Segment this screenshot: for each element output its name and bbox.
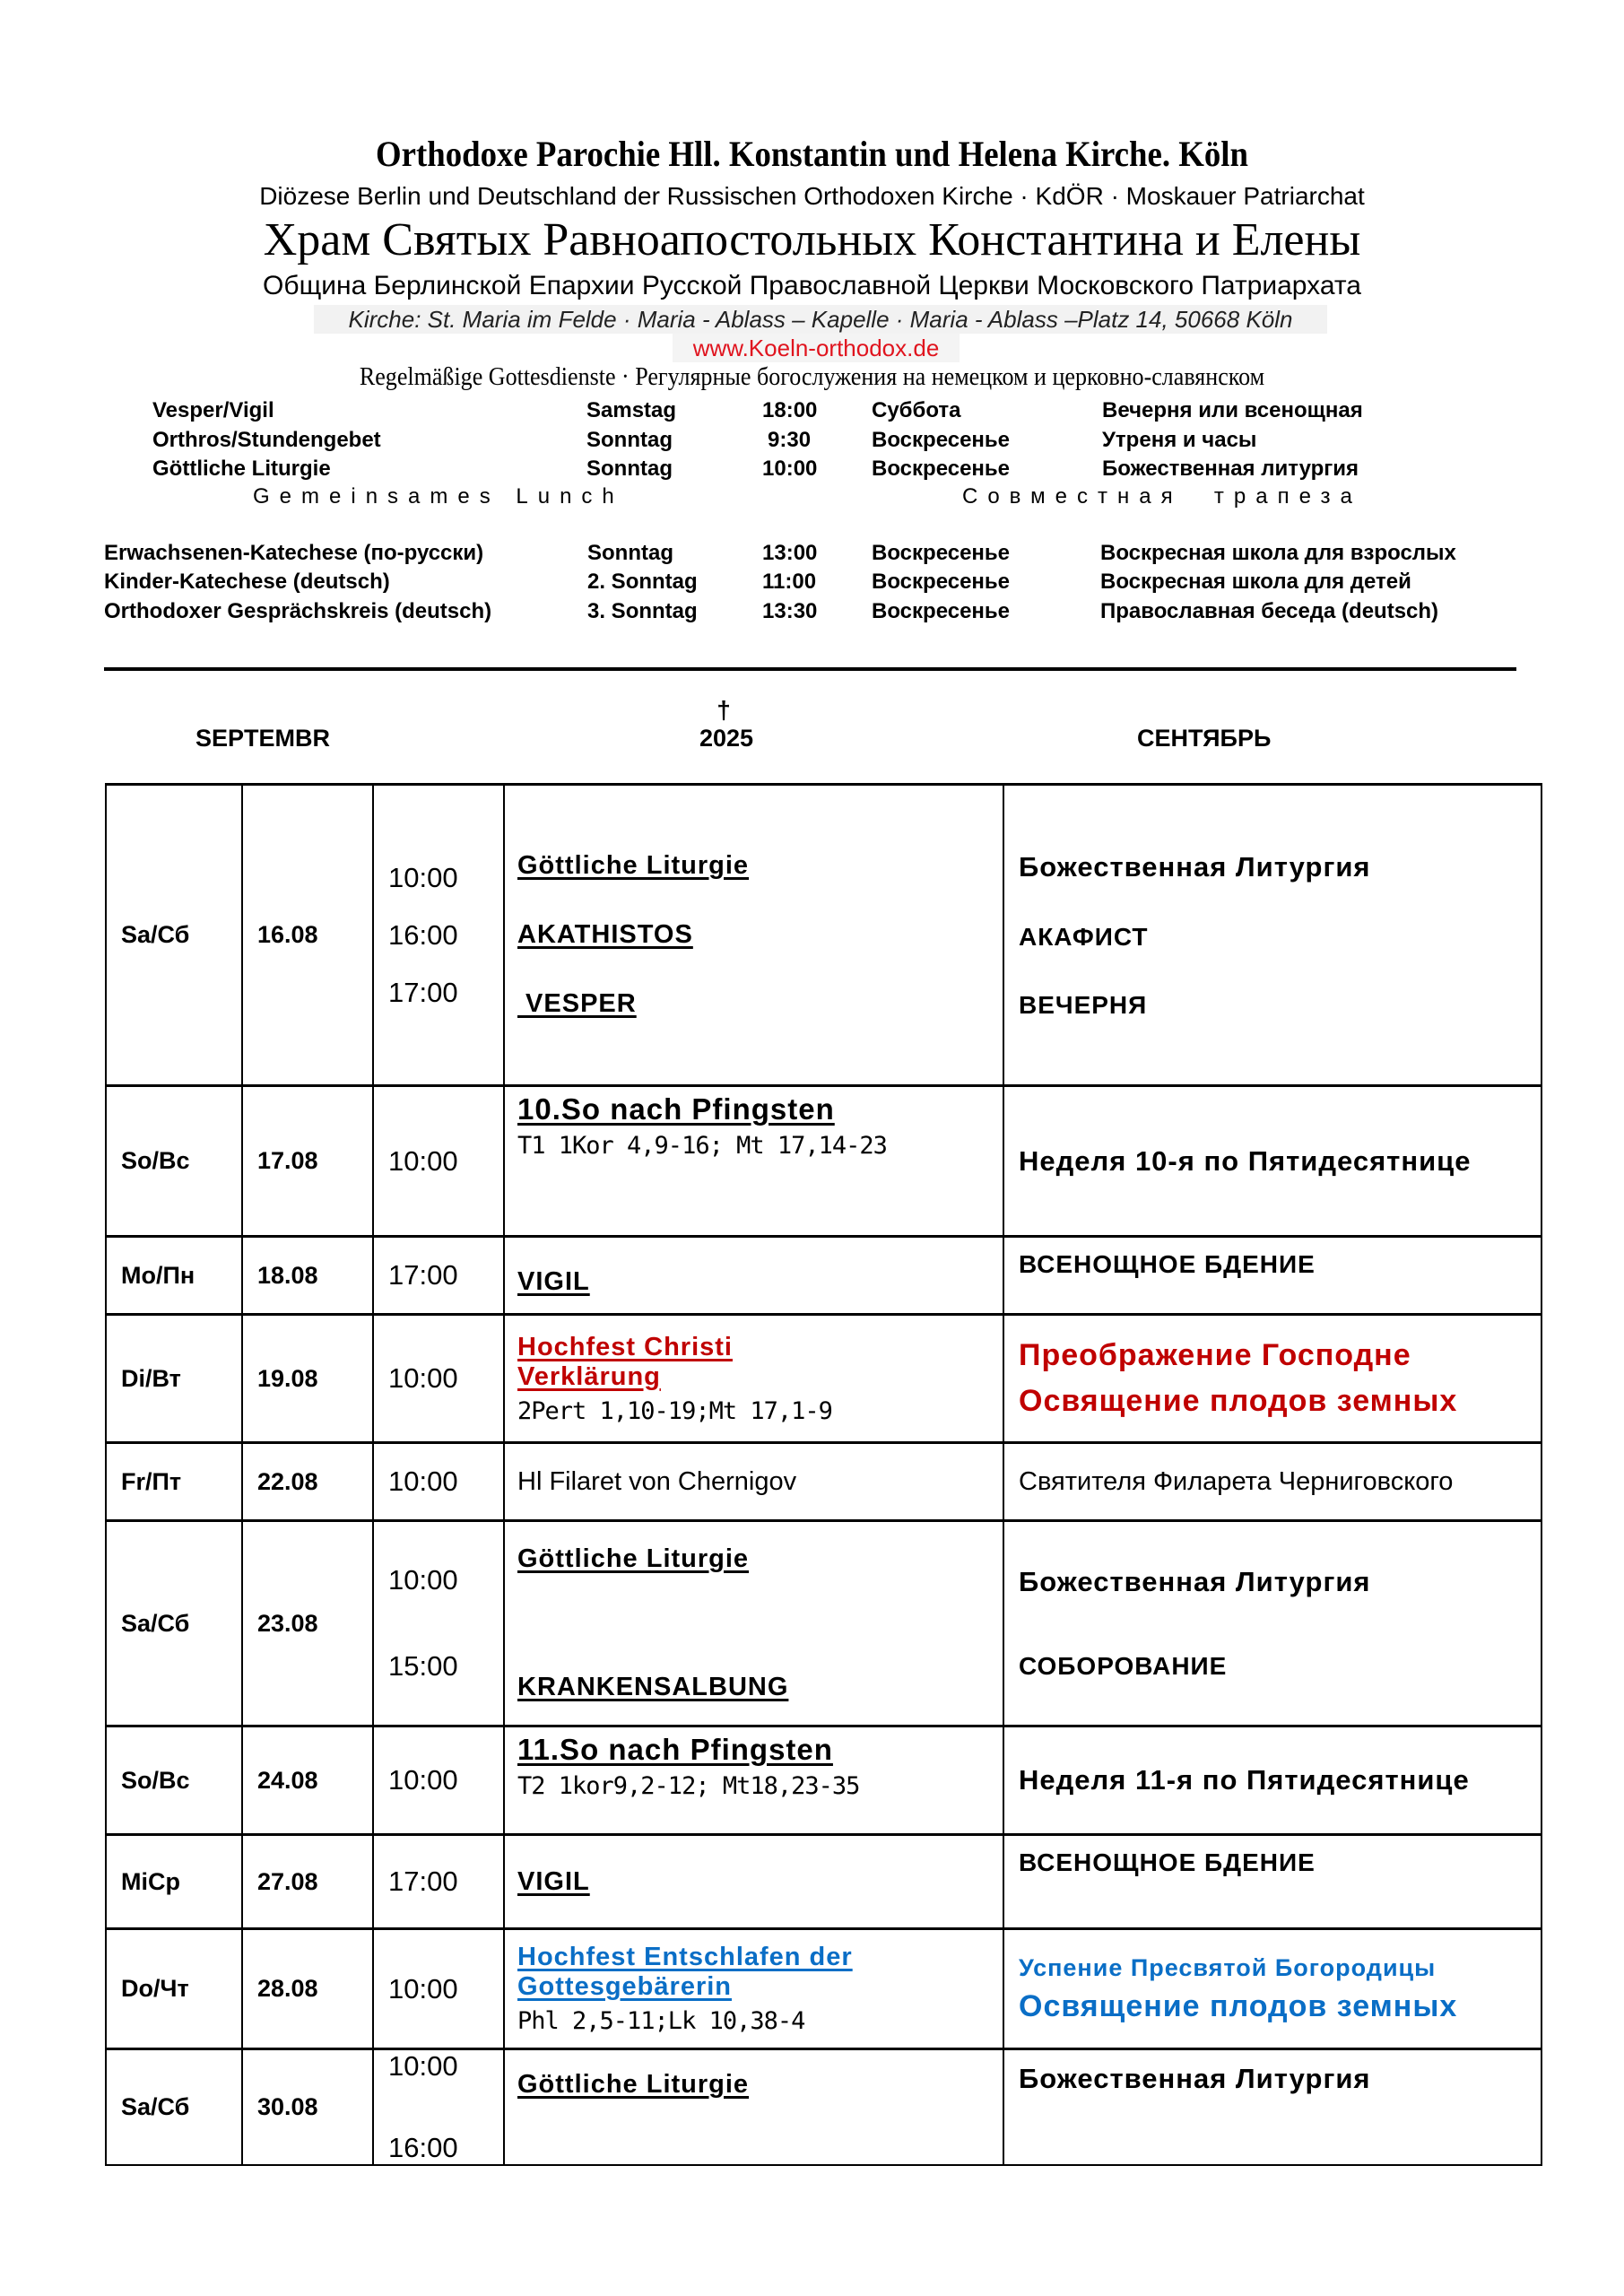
time-list	[388, 1145, 503, 1178]
service-de-list	[517, 1867, 1003, 1897]
regular-services-heading: Regelmäßige Gottesdienste · Регулярные богослужения на немецком и церковно-славянском	[359, 363, 1265, 391]
schedule-row	[106, 1443, 1541, 1521]
service-name-de: Göttliche Liturgie	[517, 851, 750, 880]
time-list	[388, 1259, 503, 1292]
service-ru-cell	[1003, 1237, 1541, 1315]
service-de-cell	[504, 1835, 1003, 1929]
service-name-de: Gottesgebärerin	[517, 1972, 732, 2001]
service-ru-day: Воскресенье	[872, 457, 1011, 481]
time-list	[388, 1866, 503, 1898]
weekday: MiCp	[121, 1867, 180, 1895]
date-cell	[242, 1929, 373, 2049]
catechesis-time: 13:00	[762, 541, 818, 565]
service-ru-list	[1019, 1250, 1541, 1279]
time-list	[388, 1973, 503, 2005]
catechesis-ru: Православная беседа (deutsch)	[1100, 599, 1439, 623]
service-time: 17:00	[388, 1866, 458, 1897]
time-cell	[373, 1521, 504, 1726]
time-cell	[373, 1443, 504, 1521]
service-time: 15:00	[388, 1650, 458, 1682]
schedule-row	[106, 1521, 1541, 1726]
service-name-de: 10.So nach Pfingsten	[517, 1092, 835, 1126]
scripture-reading: T2 1kor9,2-12; Mt18,23-35	[517, 1772, 860, 1800]
weekday-cell	[106, 1237, 242, 1315]
service-ru-cell	[1003, 1315, 1541, 1443]
service-de-cell	[504, 1315, 1003, 1443]
service-name-ru: ВСЕНОЩНОЕ БДЕНИЕ	[1019, 1848, 1316, 1876]
service-de-cell	[504, 1726, 1003, 1835]
catechesis-ru-day: Воскресенье	[872, 570, 1011, 594]
service-time: 10:00	[388, 1362, 458, 1394]
date: 30.08	[257, 2093, 318, 2120]
service-name-ru: Освящение плодов земных	[1019, 1384, 1458, 1418]
catechesis-day: 3. Sonntag	[587, 599, 698, 623]
service-time: 10:00	[762, 457, 818, 481]
service-de-list	[517, 1467, 1003, 1497]
date: 17.08	[257, 1147, 318, 1174]
date-cell	[242, 1443, 373, 1521]
service-name-ru: Божественная Литургия	[1019, 1566, 1371, 1597]
weekday-cell	[106, 1443, 242, 1521]
schedule-row	[106, 1315, 1541, 1443]
service-name-ru: ВЕЧЕРНЯ	[1019, 990, 1148, 1019]
service-ru-cell	[1003, 1835, 1541, 1929]
service-de-cell	[504, 1086, 1003, 1237]
time-list	[388, 2050, 503, 2164]
weekday: Sa/Сб	[121, 2093, 190, 2120]
weekday-cell	[106, 1315, 242, 1443]
service-ru: Утреня и часы	[1102, 428, 1257, 452]
website-link[interactable]: www.Koeln-orthodox.de	[673, 334, 960, 362]
date-cell	[242, 1315, 373, 1443]
weekday: Sa/Сб	[121, 921, 190, 948]
service-ru-list	[1019, 831, 1541, 1039]
date: 19.08	[257, 1364, 318, 1392]
date-cell	[242, 1086, 373, 1237]
service-name-de: Göttliche Liturgie	[517, 1544, 750, 1573]
service-ru: Вечерня или всенощная	[1102, 398, 1363, 422]
schedule-row	[106, 1237, 1541, 1315]
time-list	[388, 1465, 503, 1498]
time-list	[388, 1564, 503, 1683]
weekday-cell	[106, 1929, 242, 2049]
service-name-de: AKATHISTOS	[517, 920, 693, 949]
catechesis-time: 13:30	[762, 599, 818, 623]
service-time: 10:00	[388, 1144, 458, 1177]
date-cell	[242, 1521, 373, 1726]
weekday: Do/Чт	[121, 1975, 189, 2002]
service-de: Orthros/Stundengebet	[152, 428, 381, 452]
service-time: 10:00	[388, 1564, 458, 1596]
service-name-de: Hochfest Christi	[517, 1332, 733, 1361]
weekday-cell	[106, 1835, 242, 1929]
schedule-row	[106, 1726, 1541, 1835]
service-name-ru: АКАФИСТ	[1019, 922, 1149, 951]
service-ru-list	[1019, 1954, 1541, 2024]
service-day: Samstag	[586, 398, 677, 422]
service-ru-list	[1019, 2063, 1541, 2095]
catechesis-time: 11:00	[762, 570, 817, 594]
service-de-cell	[504, 2049, 1003, 2166]
scripture-reading: Phl 2,5-11;Lk 10,38-4	[517, 2007, 805, 2035]
section-divider	[104, 667, 1516, 671]
time-cell	[373, 2049, 504, 2166]
time-cell	[373, 1086, 504, 1237]
service-ru-list	[1019, 1145, 1541, 1178]
service-name-ru: Успение Пресвятой Богородицы	[1019, 1953, 1437, 1981]
weekday-cell	[106, 785, 242, 1086]
date-cell	[242, 1726, 373, 1835]
service-ru-cell	[1003, 785, 1541, 1086]
service-de-list	[517, 1092, 1003, 1160]
schedule-row	[106, 785, 1541, 1086]
schedule-row	[106, 1835, 1541, 1929]
schedule-row	[106, 2049, 1541, 2166]
service-ru-list	[1019, 1848, 1541, 1877]
service-day: Sonntag	[586, 428, 673, 452]
weekday: Mo/Пн	[121, 1261, 195, 1289]
weekday: Di/Вт	[121, 1364, 181, 1392]
service-ru-day: Суббота	[872, 398, 961, 422]
service-time: 10:00	[388, 861, 458, 893]
service-ru-cell	[1003, 1726, 1541, 1835]
service-name-de: KRANKENSALBUNG	[517, 1673, 789, 1701]
service-name-de: VIGIL	[517, 1866, 590, 1896]
service-ru: Божественная литургия	[1102, 457, 1359, 481]
service-name-de: 11.So nach Pfingsten	[517, 1733, 833, 1766]
service-time: 17:00	[388, 1259, 458, 1291]
service-de-cell	[504, 1443, 1003, 1521]
service-name-ru: ВСЕНОЩНОЕ БДЕНИЕ	[1019, 1250, 1316, 1278]
service-ru-list	[1019, 1333, 1541, 1424]
weekday-cell	[106, 1521, 242, 1726]
cross-icon: †	[716, 696, 731, 724]
service-de-cell	[504, 1929, 1003, 2049]
weekday: Fr/Пт	[121, 1467, 182, 1495]
weekday-cell	[106, 1086, 242, 1237]
date: 16.08	[257, 921, 318, 948]
date-cell	[242, 2049, 373, 2166]
catechesis-de: Erwachsenen-Katechese (по-русски)	[104, 541, 484, 565]
service-name-de: Hochfest Entschlafen der	[517, 1943, 853, 1971]
time-cell	[373, 1929, 504, 2049]
service-ru-list	[1019, 1566, 1541, 1681]
catechesis-de: Orthodoxer Gesprächskreis (deutsch)	[104, 599, 492, 623]
service-ru-cell	[1003, 1443, 1541, 1521]
service-ru-list	[1019, 1764, 1541, 1796]
ru-church-title: Храм Святых Равноапостольных Константина и Елены	[263, 214, 1361, 265]
time-cell	[373, 1237, 504, 1315]
service-ru-cell	[1003, 1929, 1541, 2049]
service-day: Sonntag	[586, 457, 673, 481]
date-cell	[242, 1835, 373, 1929]
weekday: So/Bc	[121, 1766, 190, 1794]
schedule-table	[105, 783, 1542, 2166]
catechesis-ru-day: Воскресенье	[872, 541, 1011, 565]
lunch-de: Gemeinsames Lunch	[253, 484, 624, 509]
service-name-de: VESPER	[517, 989, 637, 1018]
time-cell	[373, 1315, 504, 1443]
service-de-list	[517, 831, 1003, 1039]
date: 24.08	[257, 1766, 318, 1794]
service-name-de: VIGIL	[517, 1266, 590, 1296]
service-name-ru: СОБОРОВАНИЕ	[1019, 1652, 1228, 1680]
date: 23.08	[257, 1609, 318, 1637]
service-de-cell	[504, 1521, 1003, 1726]
service-name-ru: Божественная Литургия	[1019, 850, 1371, 883]
scripture-reading: T1 1Kor 4,9-16; Mt 17,14-23	[517, 1132, 887, 1160]
service-ru-cell	[1003, 1521, 1541, 1726]
parish-title: Orthodoxe Parochie Hll. Konstantin und Helena Kirche. Köln	[376, 134, 1248, 174]
service-de-cell	[504, 785, 1003, 1086]
service-name-de: Verklärung	[517, 1361, 661, 1391]
service-name-ru: Освящение плодов земных	[1019, 1988, 1458, 2023]
service-ru-day: Воскресенье	[872, 428, 1011, 452]
scripture-reading: 2Pert 1,10-19;Mt 17,1-9	[517, 1396, 832, 1425]
catechesis-de: Kinder-Katechese (deutsch)	[104, 570, 390, 594]
date: 18.08	[257, 1261, 318, 1289]
schedule-row	[106, 1929, 1541, 2049]
date: 28.08	[257, 1975, 318, 2002]
service-time: 10:00	[388, 1972, 458, 2005]
service-time: 9:30	[768, 428, 812, 452]
service-time: 16:00	[388, 2132, 458, 2163]
service-name-ru: Неделя 10-я по Пятидесятнице	[1019, 1144, 1472, 1177]
ru-community-line: Община Берлинской Епархии Русской Православной Церкви Московского Патриархата	[263, 271, 1361, 300]
service-time: 10:00	[388, 1764, 458, 1796]
service-de: Göttliche Liturgie	[152, 457, 331, 481]
service-name-de: Hl Filaret von Chernigov	[517, 1466, 797, 1496]
service-time: 10:00	[388, 2050, 458, 2082]
catechesis-day: 2. Sonntag	[587, 570, 698, 594]
service-de-list	[517, 1333, 1003, 1425]
service-de-list	[517, 1733, 1003, 1800]
catechesis-ru-day: Воскресенье	[872, 599, 1011, 623]
service-ru-cell	[1003, 1086, 1541, 1237]
date: 22.08	[257, 1467, 318, 1495]
time-cell	[373, 1835, 504, 1929]
service-name-ru: Преображение Господне	[1019, 1338, 1411, 1372]
service-name-ru: Божественная Литургия	[1019, 2063, 1371, 2094]
month-ru: СЕНТЯБРЬ	[1137, 725, 1272, 752]
time-cell	[373, 785, 504, 1086]
date-cell	[242, 1237, 373, 1315]
service-time: 10:00	[388, 1465, 458, 1497]
weekday: So/Bc	[121, 1147, 190, 1174]
service-ru-cell	[1003, 2049, 1541, 2166]
service-time: 17:00	[388, 976, 458, 1008]
year: 2025	[699, 725, 754, 752]
service-de-list	[517, 1943, 1003, 2035]
church-address: Kirche: St. Maria im Felde · Maria - Ablass – Kapelle · Maria - Ablass –Platz 14, 50668 Köln	[314, 305, 1327, 334]
catechesis-ru: Воскресная школа для взрослых	[1100, 541, 1456, 565]
time-cell	[373, 1726, 504, 1835]
weekday-cell	[106, 2049, 242, 2166]
service-ru-list	[1019, 1467, 1541, 1497]
catechesis-day: Sonntag	[587, 541, 673, 565]
service-de: Vesper/Vigil	[152, 398, 274, 422]
date: 27.08	[257, 1867, 318, 1895]
schedule-row	[106, 1086, 1541, 1237]
service-de-list	[517, 1267, 1003, 1297]
weekday: Sa/Сб	[121, 1609, 190, 1637]
lunch-ru: Совместная трапеза	[962, 484, 1362, 509]
time-list	[388, 1764, 503, 1796]
time-list	[388, 862, 503, 1009]
service-time: 18:00	[762, 398, 818, 422]
service-name-ru: Неделя 11-я по Пятидесятнице	[1019, 1764, 1470, 1796]
date-cell	[242, 785, 373, 1086]
service-name-ru: Святителя Филарета Черниговского	[1019, 1466, 1454, 1496]
service-de-cell	[504, 1237, 1003, 1315]
weekday-cell	[106, 1726, 242, 1835]
diocese-line: Diözese Berlin und Deutschland der Russischen Orthodoxen Kirche · KdÖR · Moskauer Patriarchat	[259, 182, 1365, 210]
service-name-de: Göttliche Liturgie	[517, 2070, 750, 2099]
service-de-list	[517, 1544, 1003, 1702]
service-time: 16:00	[388, 918, 458, 951]
catechesis-ru: Воскресная школа для детей	[1100, 570, 1411, 594]
time-list	[388, 1362, 503, 1395]
month-de: SEPTEMBR	[195, 725, 331, 752]
service-de-list	[517, 2070, 1003, 2100]
